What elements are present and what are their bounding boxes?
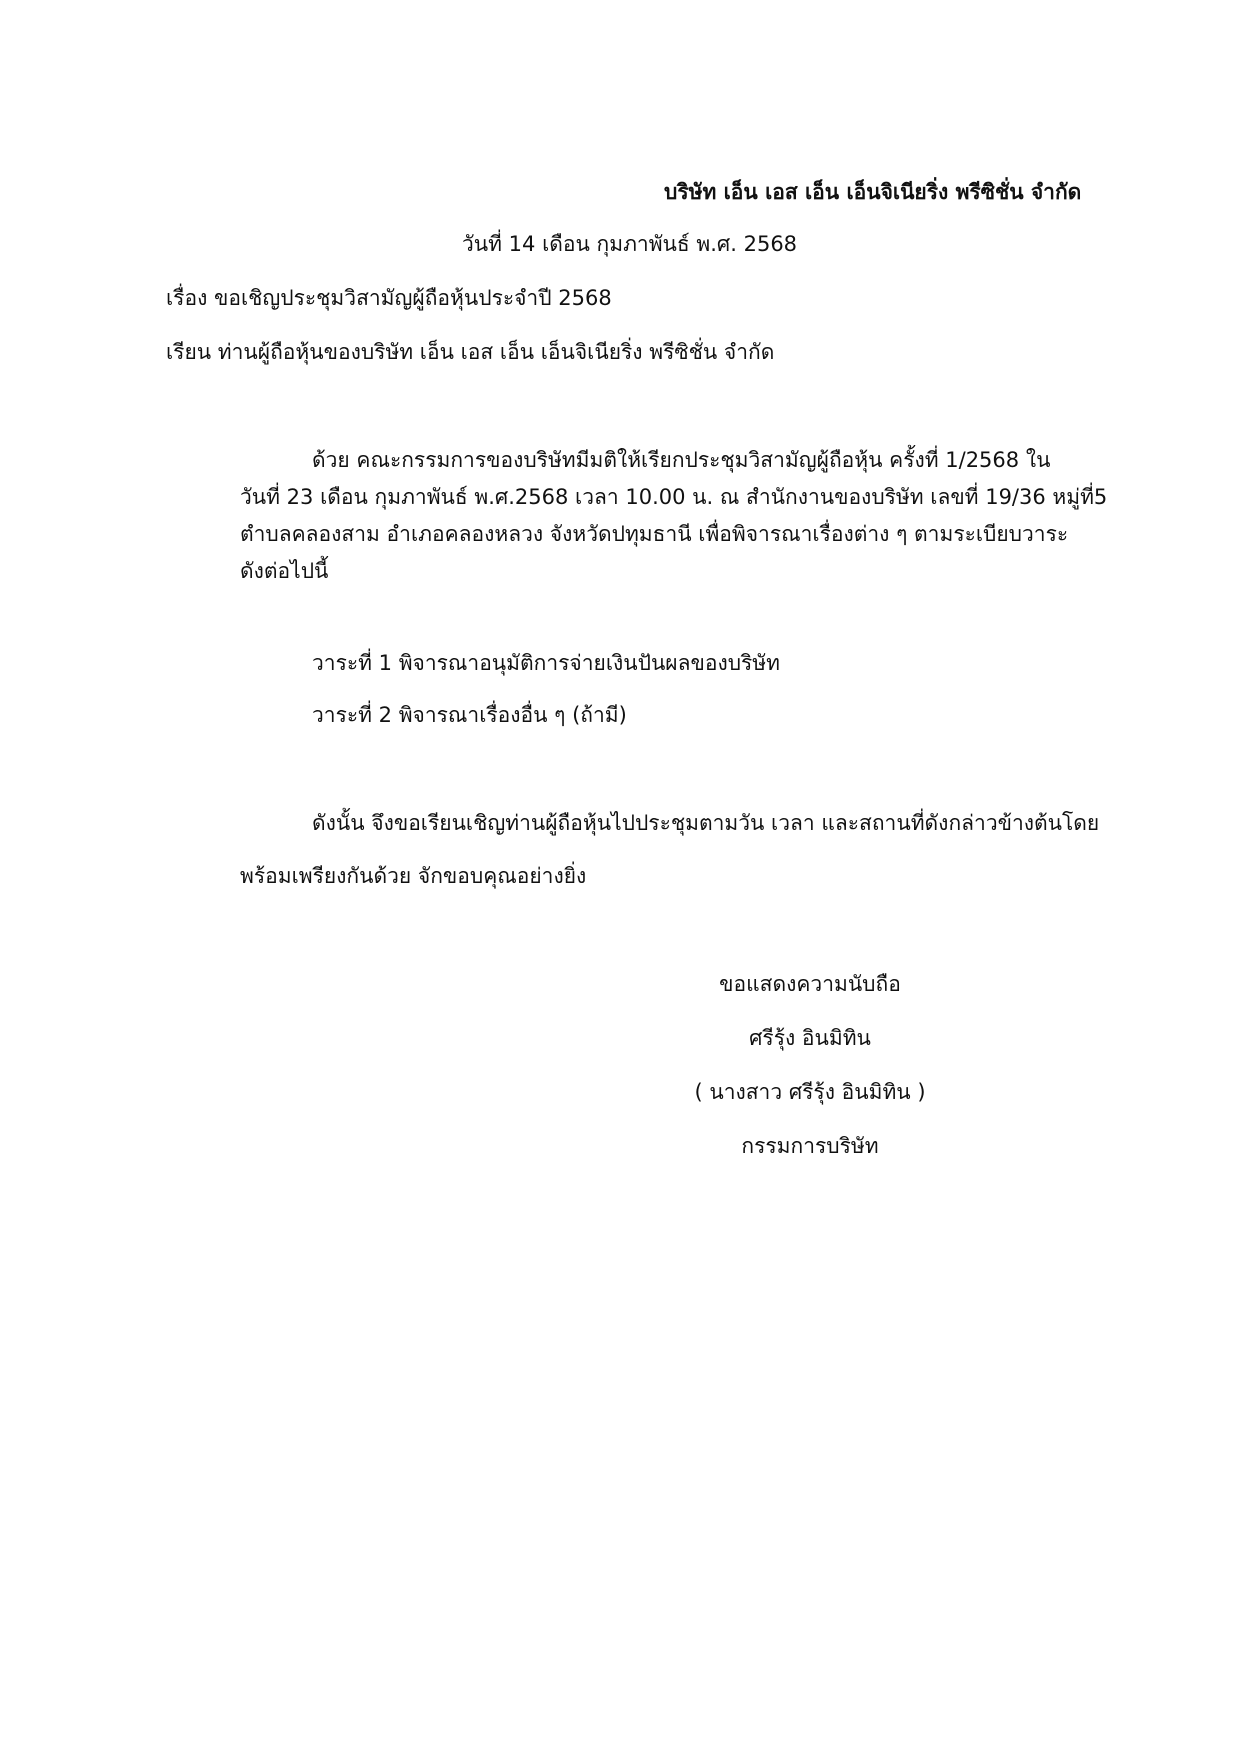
signature-position: กรรมการบริษัท: [741, 1134, 879, 1158]
company-header: บริษัท เอ็น เอส เอ็น เอ็นจิเนียริ่ง พรีซิชั่น จำกัด: [664, 180, 1082, 204]
agenda-item: วาระที่ 2 พิจารณาเรื่องอื่น ๆ (ถ้ามี): [312, 703, 627, 727]
letter-subject: เรื่อง ขอเชิญประชุมวิสามัญผู้ถือหุ้นประจำปี 2568: [166, 286, 612, 310]
body-line: ด้วย คณะกรรมการของบริษัทมีมติให้เรียกประชุมวิสามัญผู้ถือหุ้น ครั้งที่ 1/2568 ใน: [312, 448, 1051, 472]
letter-date: วันที่ 14 เดือน กุมภาพันธ์ พ.ศ. 2568: [462, 232, 798, 256]
body-line: ตำบลคลองสาม อำเภอคลองหลวง จังหวัดปทุมธานี เพื่อพิจารณาเรื่องต่าง ๆ ตามระเบียบวาระ: [240, 522, 1069, 546]
signature-full-name: ( นางสาว ศรีรุ้ง อินมิทิน ): [694, 1080, 926, 1104]
signature-name: ศรีรุ้ง อินมิทิน: [749, 1026, 871, 1050]
letter-recipient: เรียน ท่านผู้ถือหุ้นของบริษัท เอ็น เอส เอ็น เอ็นจิเนียริ่ง พรีซิชั่น จำกัด: [166, 340, 775, 364]
signature-salutation: ขอแสดงความนับถือ: [719, 972, 901, 996]
body-line: วันที่ 23 เดือน กุมภาพันธ์ พ.ศ.2568 เวลา 10.00 น. ณ สำนักงานของบริษัท เลขที่ 19/36 หมู่ที่5: [240, 485, 1108, 509]
body-line: ดังต่อไปนี้: [240, 559, 329, 583]
closing-line: พร้อมเพรียงกันด้วย จักขอบคุณอย่างยิ่ง: [240, 864, 587, 888]
closing-line: ดังนั้น จึงขอเรียนเชิญท่านผู้ถือหุ้นไปประชุมตามวัน เวลา และสถานที่ดังกล่าวข้างต้นโดย: [312, 811, 1100, 835]
agenda-item: วาระที่ 1 พิจารณาอนุมัติการจ่ายเงินปันผลของบริษัท: [312, 651, 780, 675]
